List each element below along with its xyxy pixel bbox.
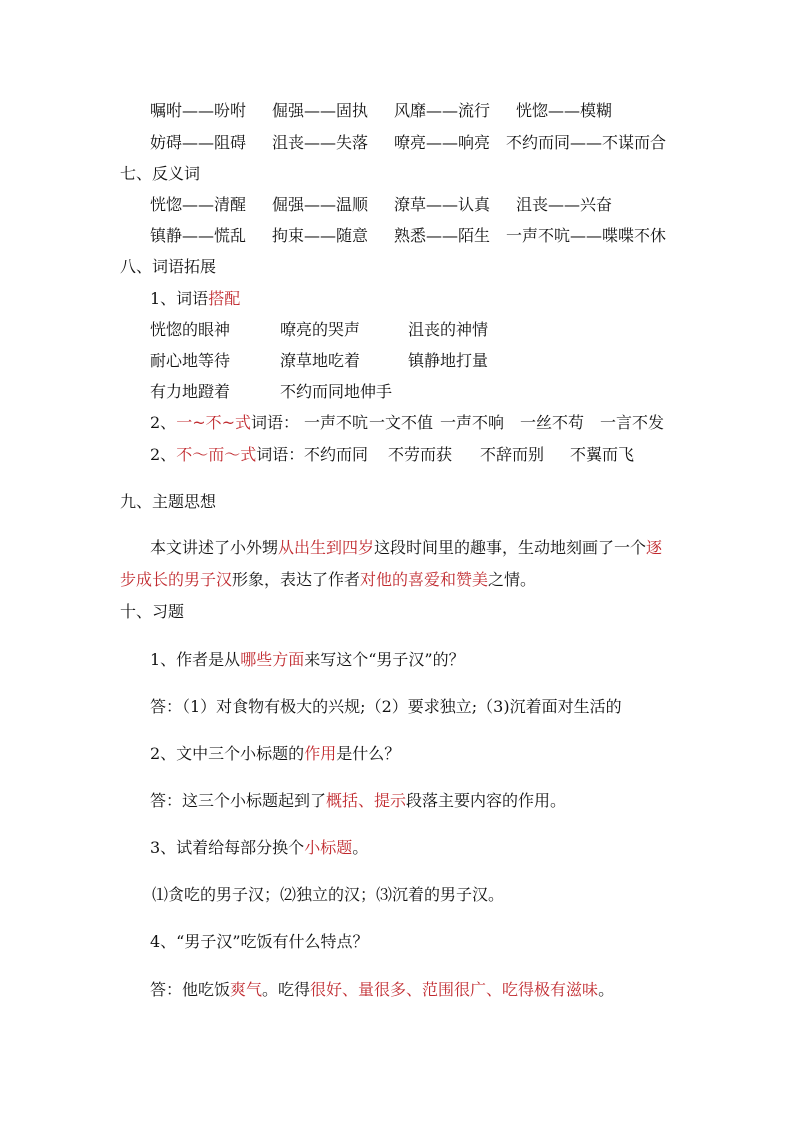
theme-highlight: 步成长的男子汉: [120, 570, 233, 589]
pattern-label: 词语：: [251, 413, 300, 432]
synonym-pair: 风靡——流行: [394, 101, 491, 120]
question-text: 来写这个“男子汉”的？: [304, 650, 465, 669]
question-text: 1、作者是从: [150, 650, 241, 669]
theme-highlight: 从出生到四岁: [278, 538, 375, 557]
collocation: 嘹亮的哭声: [280, 320, 361, 339]
pattern-word: 不约而同: [304, 445, 369, 464]
pattern-highlight: 不～而～式: [176, 445, 257, 464]
answer-1: 答：（1）对食物有极大的兴规;（2）要求独立;（3)沉着面对生活的: [150, 697, 622, 716]
antonym-pair: 沮丧——兴奋: [516, 195, 613, 214]
question-text: 是什么？: [336, 744, 401, 763]
antonym-pair: 镇静——慌乱: [150, 226, 247, 245]
answer-text: 。: [598, 980, 615, 999]
collocation: 耐心地等待: [150, 351, 231, 370]
pattern-bu-er: [150, 445, 304, 465]
theme-highlight: 对他的喜爱和赞美: [360, 570, 489, 589]
synonym-pair: 嘱咐——吩咐: [150, 101, 247, 120]
answer-text: 。吃得: [262, 980, 311, 999]
synonym-pair: 妨碍——阻碍: [150, 133, 247, 152]
antonym-pair: 潦草——认真: [394, 195, 491, 214]
pattern-word: 不翼而飞: [570, 445, 635, 464]
synonym-pair: 倔强——固执: [272, 101, 369, 120]
theme-text: 之情。: [488, 570, 537, 589]
collocation-title-prefix: 1、词语: [150, 289, 209, 308]
question-highlight: 小标题: [304, 838, 353, 857]
collocation: 镇静地打量: [408, 351, 489, 370]
pattern-prefix: 2、: [150, 445, 177, 464]
section-heading-theme: 九、主题思想: [120, 492, 217, 511]
synonym-pair: 恍惚——模糊: [516, 101, 613, 120]
theme-text: 本文讲述了小外甥: [150, 538, 279, 557]
antonym-pair: 恍惚——清醒: [150, 195, 247, 214]
answer-highlight: 概括、提示: [326, 791, 407, 810]
antonym-pair: 熟悉——陌生: [394, 226, 491, 245]
pattern-yi-bu: [150, 413, 299, 433]
pattern-label: 词语：: [256, 445, 305, 464]
antonym-pair: 倔强——温顺: [272, 195, 369, 214]
pattern-word: 一声不吭: [304, 413, 369, 432]
antonym-pair: 拘束——随意: [272, 226, 369, 245]
question-2: [150, 744, 400, 764]
question-text: 。: [352, 838, 369, 857]
collocation: 潦草地吃着: [280, 351, 361, 370]
synonym-pair: 沮丧——失落: [272, 133, 369, 152]
answer-highlight: 爽气: [230, 980, 263, 999]
collocation: 沮丧的神情: [408, 320, 489, 339]
theme-paragraph-line-1: [150, 538, 662, 558]
question-highlight: 作用: [304, 744, 337, 763]
collocation: 有力地蹬着: [150, 382, 231, 401]
answer-3: ⑴贪吃的男子汉；⑵独立的汉；⑶沉着的男子汉。: [152, 885, 505, 904]
section-heading-exercises: 十、习题: [120, 602, 185, 621]
synonym-pair: 嘹亮——响亮: [394, 133, 491, 152]
pattern-prefix: 2、: [150, 413, 177, 432]
question-4: 4、“男子汉”吃饭有什么特点？: [150, 932, 369, 951]
theme-highlight: 逐: [646, 538, 663, 557]
collocation: 恍惚的眼神: [150, 320, 231, 339]
pattern-word: 一文不值: [369, 413, 434, 432]
pattern-word: 一言不发: [600, 413, 665, 432]
answer-highlight: 很好、量很多、范围很广、吃得极有滋味: [310, 980, 599, 999]
section-heading-antonyms: 七、反义词: [120, 164, 201, 183]
collocation-title-highlight: 搭配: [208, 289, 241, 308]
answer-4: [150, 980, 614, 1000]
theme-text: 这段时间里的趣事，生动地刻画了一个: [374, 538, 647, 557]
synonym-pair: 不约而同——不谋而合: [506, 133, 667, 152]
question-1: [150, 650, 465, 670]
section-heading-expansion: 八、词语拓展: [120, 257, 217, 276]
antonym-pair: 一声不吭——喋喋不休: [506, 226, 667, 245]
answer-2: [150, 791, 566, 811]
answer-text: 答：这三个小标题起到了: [150, 791, 327, 810]
question-text: 3、试着给每部分换个: [150, 838, 305, 857]
question-3: [150, 838, 368, 858]
pattern-word: 不劳而获: [388, 445, 453, 464]
question-text: 2、文中三个小标题的: [150, 744, 305, 763]
answer-text: 段落主要内容的作用。: [406, 791, 567, 810]
pattern-word: 一丝不苟: [520, 413, 585, 432]
theme-paragraph-line-2: [120, 570, 536, 590]
theme-text: 形象，表达了作者: [232, 570, 361, 589]
collocation: 不约而同地伸手: [280, 382, 393, 401]
question-highlight: 哪些方面: [240, 650, 305, 669]
answer-text: 答：他吃饭: [150, 980, 231, 999]
pattern-highlight: 一~不~式: [176, 413, 252, 432]
collocation-title: [150, 289, 240, 309]
pattern-word: 不辞而别: [480, 445, 545, 464]
pattern-word: 一声不响: [440, 413, 505, 432]
